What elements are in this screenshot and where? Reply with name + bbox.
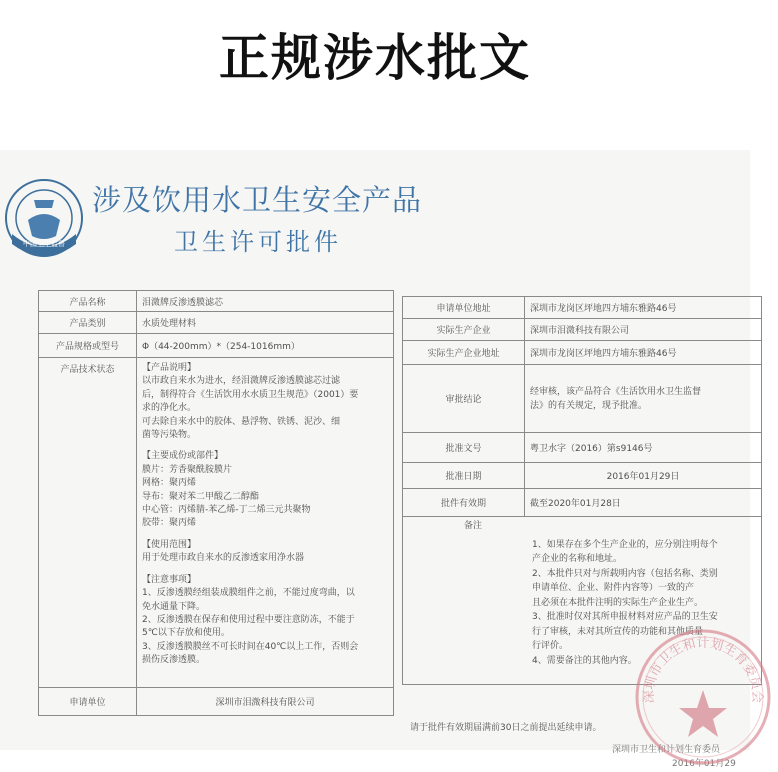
table-row (403, 297, 762, 319)
tech-line: 【产品说明】 (142, 363, 197, 373)
producer-address-label: 实际生产企业地址 (403, 341, 525, 365)
remark-line: 2、本批件只对与所载明内容（包括名称、类别 (532, 568, 718, 579)
address-value: 深圳市龙岗区坪地四方埔东雅路46号 (525, 297, 762, 319)
remark-line: 3、批准时仅对其所申报材料对应产品的卫生安 (532, 612, 718, 622)
category-label: 产品类别 (39, 312, 137, 334)
document-scan (0, 150, 765, 769)
table-row (403, 463, 762, 489)
renewal-footnote: 请于批件有效期届满前30日之前提出延续申请。 (410, 723, 602, 733)
producer-address-value: 深圳市龙岗区坪地四方埔东雅路46号 (525, 341, 762, 365)
approval-date-value: 2016年01月29日 (525, 463, 762, 489)
spec-label: 产品规格或型号 (39, 334, 137, 358)
issue-date: 2016年01月29 (672, 759, 736, 769)
tech-line: 2、反渗透膜在保存和使用过程中要注意防冻，不能于 (142, 614, 355, 625)
remark-line: 1、如果存在多个生产企业的，应分别注明每个 (532, 539, 718, 550)
approval-number-value: 粤卫水字（2016）第s9146号 (525, 433, 762, 463)
document-title: 涉及饮用水卫生安全产品 (92, 183, 423, 217)
validity-value: 截至2020年01月28日 (525, 489, 762, 517)
category-value: 水质处理材料 (137, 312, 394, 334)
tech-line: 3、反渗透膜膜丝不可长时间在40℃以上工作，否则会 (142, 641, 359, 652)
table-row (39, 312, 394, 334)
table-row (403, 489, 762, 517)
table-row (39, 688, 394, 716)
spec-value: Φ（44-200mm）*（254-1016mm） (137, 334, 394, 358)
issuing-authority: 深圳市卫生和计划生育委员 (612, 745, 721, 755)
remarks-label: 备注 (464, 521, 483, 531)
approval-number-label: 批准文号 (403, 433, 525, 463)
remark-line: 且必须在本批件注明的实际生产企业生产。 (532, 597, 704, 608)
approval-date-label: 批准日期 (403, 463, 525, 489)
tech-line: 求的净化水。 (142, 403, 197, 414)
tech-line: 损伤反渗透膜。 (142, 655, 206, 666)
producer-label: 实际生产企业 (403, 319, 525, 341)
tech-line: 可去除自来水中的胶体、悬浮物、铁锈、泥沙、细 (142, 416, 341, 427)
seal-text: 深圳市卫生和计划生育委员会 (641, 636, 765, 704)
product-name-value: 泪溦牌反渗透膜滤芯 (137, 291, 394, 312)
health-supervision-emblem (4, 178, 84, 258)
tech-line: 后，制得符合《生活饮用水水质卫生规范》（2001）要 (142, 389, 359, 400)
tech-line: 5℃以下存放和使用。 (142, 628, 230, 639)
conclusion-value (525, 365, 762, 433)
address-label: 申请单位地址 (403, 297, 525, 319)
page-title: 正规涉水批文 (219, 29, 531, 87)
tech-line: 1、反渗透膜经组装成膜组件之前，不能过度弯曲，以 (142, 588, 355, 599)
tech-line: 菌等污染物。 (142, 430, 197, 441)
tech-status-content (137, 358, 394, 688)
table-row (39, 334, 394, 358)
tech-line: 中心管：丙烯腈-苯乙烯-丁二烯三元共聚物 (142, 505, 311, 516)
validity-label: 批件有效期 (403, 489, 525, 517)
tech-line: 【主要成份或部件】 (142, 451, 224, 462)
remark-line: 产企业的名称和地址。 (532, 554, 623, 564)
tech-line: 导布：聚对苯二甲酸乙二醇酯 (142, 491, 260, 502)
table-row (403, 433, 762, 463)
table-row (403, 341, 762, 365)
tech-line: 【使用范围】 (142, 539, 197, 550)
table-row (39, 358, 394, 688)
product-name-label: 产品名称 (39, 291, 137, 312)
conclusion-label: 审批结论 (403, 365, 525, 433)
remark-line: 申请单位、企业、附件内容等）一致的产 (532, 583, 695, 593)
tech-line (142, 531, 388, 539)
applicant-label: 申请单位 (39, 688, 137, 716)
remark-line: 行评价。 (532, 641, 569, 651)
emblem-text: 中国卫生监督 (23, 240, 65, 248)
table-row (403, 365, 762, 433)
document-subtitle: 卫生许可批件 (174, 228, 342, 256)
conclusion-line: 经审核，该产品符合《生活饮用水卫生监督 (530, 386, 702, 397)
tech-line (142, 566, 388, 574)
tech-line: 【注意事项】 (142, 574, 197, 585)
tech-line: 网格：聚丙烯 (142, 478, 197, 489)
remark-line: 4、需要备注的其他内容。 (532, 655, 637, 666)
table-row (39, 291, 394, 312)
conclusion-line: 法》的有关规定，现予批准。 (530, 400, 648, 411)
tech-status-label: 产品技术状态 (39, 358, 137, 688)
tech-line: 免水通量下降。 (142, 601, 206, 612)
remark-line: 行了审核，未对其所宣传的功能和其他质量 (532, 626, 704, 637)
product-info-table (38, 290, 394, 716)
applicant-value: 深圳市泪溦科技有限公司 (137, 688, 394, 716)
tech-line: 以市政自来水为进水，经泪溦牌反渗透膜滤芯过滤 (142, 376, 341, 387)
official-seal (628, 622, 778, 772)
tech-line: 用于处理市政自来水的反渗透家用净水器 (142, 553, 305, 564)
tech-line (142, 442, 388, 450)
tech-line: 膜片：芳香聚酰胺膜片 (142, 464, 233, 475)
producer-value: 深圳市泪溦科技有限公司 (525, 319, 762, 341)
table-row (403, 319, 762, 341)
tech-line: 胶带：聚丙烯 (142, 518, 197, 529)
